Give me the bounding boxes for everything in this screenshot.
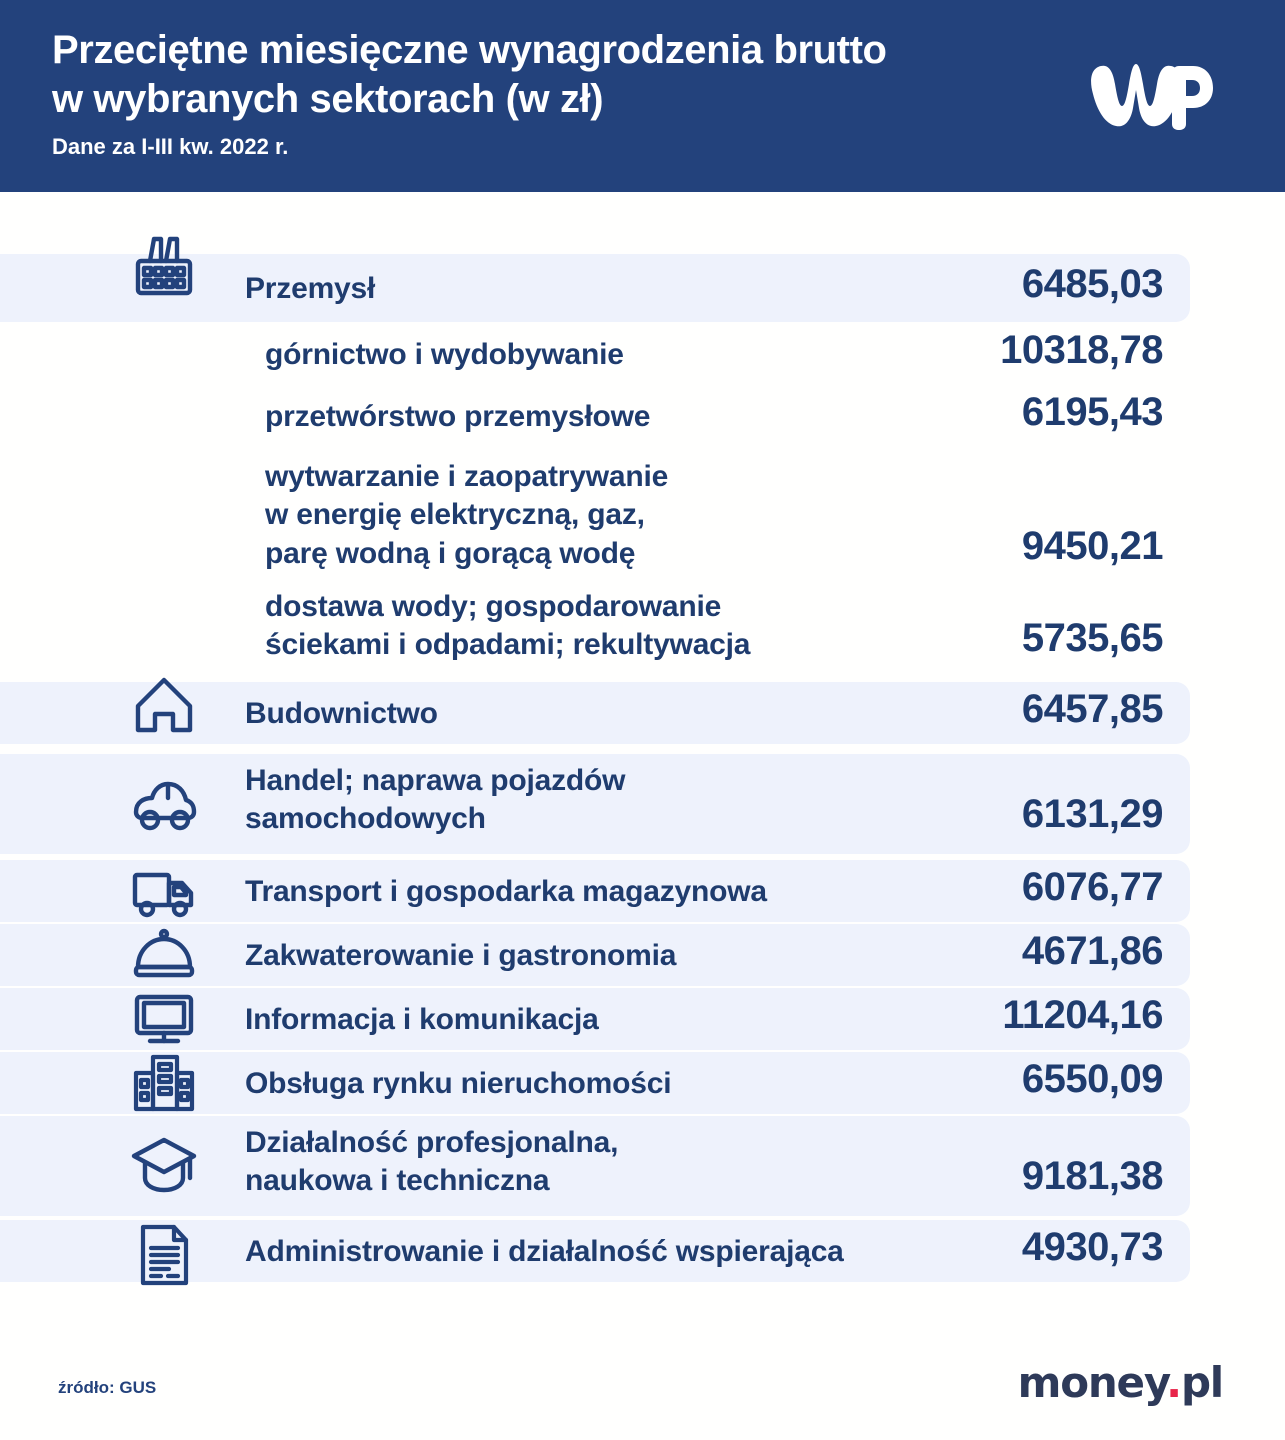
row-label [245, 270, 375, 308]
row-label-line: wytwarzanie i zaopatrywanie [265, 460, 669, 493]
row-value: 6485,03 [1021, 262, 1163, 306]
row-value: 5735,65 [1021, 616, 1163, 660]
table-row [0, 324, 1190, 386]
row-label [245, 937, 676, 975]
row-value: 10318,78 [1000, 328, 1163, 372]
car-icon [118, 766, 210, 842]
row-value: 9450,21 [1021, 524, 1163, 568]
row-label [245, 695, 438, 733]
row-label [265, 588, 750, 665]
row-value: 11204,16 [1002, 993, 1163, 1037]
table-row [0, 454, 1190, 576]
table-row [0, 1116, 1190, 1216]
row-label [265, 398, 650, 436]
row-label-line: Transport i gospodarka magazynowa [245, 875, 767, 908]
money-logo-suffix: pl [1180, 1358, 1223, 1407]
row-value: 6131,29 [1021, 792, 1163, 836]
row-label [245, 762, 625, 839]
row-label [245, 1233, 844, 1271]
row-label [245, 873, 767, 911]
row-value: 4930,73 [1021, 1225, 1163, 1269]
money-logo-text: money [1017, 1358, 1167, 1407]
buildings-icon [118, 1038, 210, 1128]
row-label-line: Zakwaterowanie i gastronomia [245, 939, 677, 972]
table-row [0, 754, 1190, 854]
document-icon [118, 1210, 210, 1300]
row-label [245, 1065, 671, 1103]
table-row [0, 1220, 1190, 1282]
row-label-line: Budownictwo [245, 697, 438, 730]
row-label-line: w energię elektryczną, gaz, [265, 498, 645, 532]
row-label-line: samochodowych [245, 802, 486, 836]
row-label [265, 336, 624, 374]
row-value: 6457,85 [1021, 687, 1163, 731]
money-logo-dot: . [1166, 1358, 1181, 1407]
row-label [245, 1001, 599, 1039]
money-pl-logo [1018, 1358, 1223, 1407]
row-label-line: Obsługa rynku nieruchomości [245, 1067, 672, 1100]
page-title-line1: Przeciętne miesięczne wynagrodzenia brutto [52, 28, 887, 72]
row-label-line: przetwórstwo przemysłowe [265, 400, 651, 433]
row-value: 9181,38 [1021, 1154, 1163, 1198]
row-value: 6076,77 [1021, 865, 1163, 909]
row-label-line: Działalność profesjonalna, [245, 1126, 619, 1159]
page-subtitle: Dane za I-III kw. 2022 r. [52, 133, 289, 159]
source-label: źródło: GUS [58, 1378, 157, 1397]
row-label-line: górnictwo i wydobywanie [265, 338, 624, 371]
header-titles [52, 26, 1052, 160]
table-row [0, 386, 1190, 448]
table-row [0, 682, 1190, 744]
table-row [0, 1052, 1190, 1114]
house-icon [118, 654, 210, 754]
row-label-line: ściekami i odpadami; rekultywacja [265, 628, 751, 662]
row-label-line: naukowa i techniczna [245, 1164, 550, 1198]
row-label-line: Handel; naprawa pojazdów [245, 764, 626, 797]
header-banner [0, 0, 1285, 192]
row-value: 6195,43 [1021, 390, 1163, 434]
page-title-line2: w wybranych sektorach (w zł) [52, 76, 604, 121]
row-label [245, 1124, 618, 1201]
row-label [265, 458, 668, 573]
row-value: 4671,86 [1021, 929, 1163, 973]
row-label-line: parę wodną i gorącą wodę [265, 536, 636, 570]
row-label-line: dostawa wody; gospodarowanie [265, 590, 722, 623]
row-label-line: Informacja i komunikacja [245, 1003, 599, 1036]
row-label-line: Przemysł [245, 272, 376, 305]
wp-logo-icon [1083, 50, 1213, 140]
table-row [0, 254, 1190, 322]
row-value: 6550,09 [1021, 1057, 1163, 1101]
graduation-cap-icon [118, 1126, 210, 1206]
factory-icon [118, 212, 210, 322]
row-label-line: Administrowanie i działalność wspierająca [245, 1235, 844, 1268]
